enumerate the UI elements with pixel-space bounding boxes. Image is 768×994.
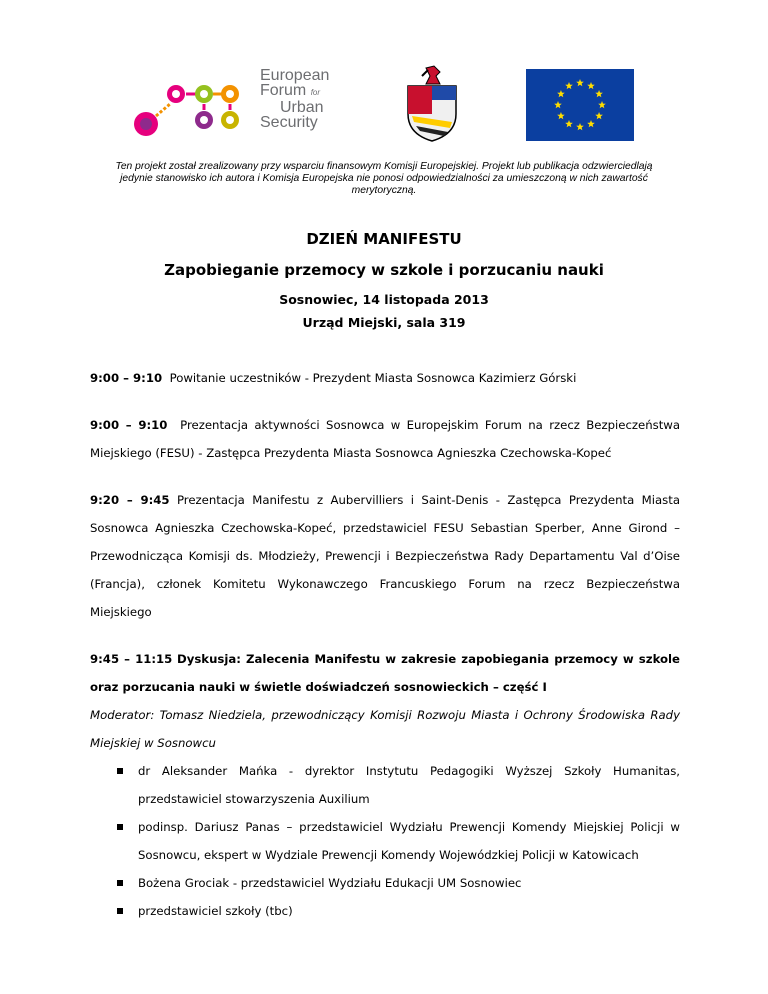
panelist-text: przedstawiciel szkoły (tbc) <box>138 904 293 918</box>
panelist-text: podinsp. Dariusz Panas – przedstawiciel Wydziału Prewencji Komendy Miejskiej Policji w Sosnowcu, ekspert w Wydziale Prewencji Komendy Wojewódzkiej Policji w Katowicach <box>138 820 680 862</box>
bullet-icon <box>117 880 123 886</box>
agenda-item <box>90 411 680 467</box>
panelist-text: dr Aleksander Mańka - dyrektor Instytutu Pedagogiki Wyższej Szkoły Humanitas, przedstawiciel stowarzyszenia Auxilium <box>138 764 680 806</box>
bullet-icon <box>117 824 123 830</box>
agenda <box>90 364 680 925</box>
logo-row <box>0 64 768 144</box>
efus-wordmark <box>260 68 329 130</box>
list-item <box>90 897 680 925</box>
eu-flag-icon <box>526 69 634 141</box>
agenda-text: Powitanie uczestników - Prezydent Miasta Sosnowca Kazimierz Górski <box>169 371 577 385</box>
agenda-time: 9:20 – 9:45 <box>90 493 170 507</box>
efus-line2: Forum <box>260 82 307 99</box>
bullet-icon <box>117 768 123 774</box>
efus-line4: Security <box>260 114 318 131</box>
agenda-item <box>90 364 680 392</box>
list-item <box>90 869 680 897</box>
agenda-text: Prezentacja Manifestu z Aubervilliers i Saint-Denis - Zastępca Prezydenta Miasta Sosnowca Agnieszka Czechowska-Kopeć, przedstawiciel FESU Sebastian Sperber, Anne Girond – Przewodnicząca Komisji ds. Młodzieży, Prewencji i Bezpieczeństwa Rady Departamentu Val d’Oise (Francja), członek Komitetu Wykonawczego Francuskiego Forum na rzecz Bezpieczeństwa Miejskiego <box>90 493 681 619</box>
list-item <box>90 813 680 869</box>
agenda-time: 9:00 – 9:10 <box>90 371 163 385</box>
panelist-text: Bożena Grociak - przedstawiciel Wydziału Edukacji UM Sosnowiec <box>138 876 522 890</box>
page-title: DZIEŃ MANIFESTU <box>306 230 462 248</box>
agenda-text: Dyskusja: Zalecenia Manifestu w zakresie zapobiegania przemocy w szkole oraz porzucania nauki w świetle doświadczeń sosnowieckich – część I <box>90 652 680 694</box>
efus-for: for <box>310 88 321 97</box>
efus-line3: Urban <box>280 99 324 116</box>
efus-graph-icon <box>134 85 239 136</box>
agenda-text: Prezentacja aktywności Sosnowca w Europejskim Forum na rzecz Bezpieczeństwa Miejskiego (FESU) - Zastępca Prezydenta Miasta Sosnowca Agnieszka Czechowska-Kopeć <box>90 418 680 460</box>
efus-line1: European <box>260 67 330 84</box>
eu-funding-disclaimer: Ten projekt został zrealizowany przy wsparciu finansowym Komisji Europejskiej. Projekt lub publikacja odzwierciedlają jedynie stanowisko ich autora i Komisja Europejska nie ponosi odpowiedzialności za umieszczoną w nich zawartość merytoryczną. <box>115 161 653 196</box>
agenda-item <box>90 645 680 701</box>
page-subtitle: Zapobieganie przemocy w szkole i porzucaniu nauki <box>164 261 604 279</box>
panelist-list <box>90 757 680 925</box>
bullet-icon <box>117 908 123 914</box>
sosnowiec-coat-of-arms-icon <box>404 64 460 142</box>
agenda-time: 9:45 – 11:15 <box>90 652 173 666</box>
event-venue: Urząd Miejski, sala 319 <box>302 315 466 330</box>
moderator: Moderator: Tomasz Niedziela, przewodniczący Komisji Rozwoju Miasta i Ochrony Środowiska Rady Miejskiej w Sosnowcu <box>90 708 680 750</box>
list-item <box>90 757 680 813</box>
agenda-time: 9:00 – 9:10 <box>90 418 168 432</box>
header <box>0 229 768 332</box>
agenda-item <box>90 486 680 626</box>
event-date: Sosnowiec, 14 listopada 2013 <box>279 292 489 307</box>
